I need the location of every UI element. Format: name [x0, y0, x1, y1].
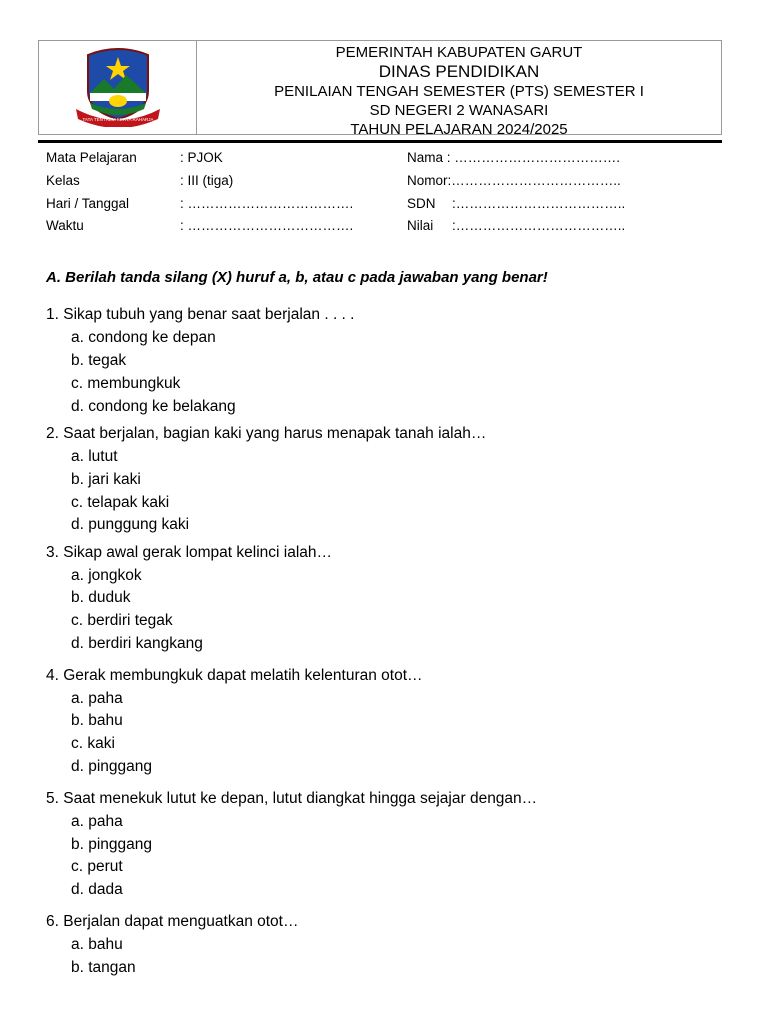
info-label-school: SDN: [407, 196, 436, 211]
question-6-option-a[interactable]: a. bahu: [71, 936, 123, 953]
letterhead-text: [197, 41, 721, 139]
question-4: 4. Gerak membungkuk dapat melatih kelenturan otot…: [46, 667, 423, 684]
question-4-option-b[interactable]: b. bahu: [71, 712, 123, 729]
letterhead: [38, 40, 722, 138]
header-exam-title: PENILAIAN TENGAH SEMESTER (PTS) SEMESTER I: [274, 83, 644, 100]
info-value-class: : III (tiga): [180, 173, 234, 188]
question-1-option-a[interactable]: a. condong ke depan: [71, 329, 216, 346]
question-2-option-c[interactable]: c. telapak kaki: [71, 494, 170, 511]
question-4-option-c[interactable]: c. kaki: [71, 735, 115, 752]
question-1: 1. Sikap tubuh yang benar saat berjalan . . . .: [46, 306, 355, 323]
question-2-option-d[interactable]: d. punggung kaki: [71, 516, 190, 533]
info-value-date[interactable]: : ……………………………….: [180, 196, 354, 211]
question-4-option-a[interactable]: a. paha: [71, 690, 123, 707]
header-government: PEMERINTAH KABUPATEN GARUT: [335, 44, 583, 61]
info-field-number[interactable]: Nomor:………………………………..: [407, 173, 621, 188]
question-6: 6. Berjalan dapat menguatkan otot…: [46, 913, 299, 930]
question-3-option-d[interactable]: d. berdiri kangkang: [71, 635, 203, 652]
section-instruction: A. Berilah tanda silang (X) huruf a, b, atau c pada jawaban yang benar!: [46, 269, 548, 286]
question-2: 2. Saat berjalan, bagian kaki yang harus menapak tanah ialah…: [46, 425, 487, 442]
question-3-option-c[interactable]: c. berdiri tegak: [71, 612, 173, 629]
question-3-option-b[interactable]: b. duduk: [71, 589, 131, 606]
info-label-date: Hari / Tanggal: [46, 196, 130, 211]
question-6-option-b[interactable]: b. tangan: [71, 959, 136, 976]
garut-regency-emblem-icon: [74, 45, 162, 127]
info-value-school[interactable]: :………………………………..: [452, 196, 626, 211]
info-label-time: Waktu: [46, 218, 84, 233]
header-school-name: SD NEGERI 2 WANASARI: [369, 102, 549, 119]
question-2-option-b[interactable]: b. jari kaki: [71, 471, 141, 488]
header-department: DINAS PENDIDIKAN: [378, 62, 540, 81]
info-label-subject: Mata Pelajaran: [46, 150, 137, 165]
info-value-score[interactable]: :………………………………..: [452, 218, 626, 233]
question-2-option-a[interactable]: a. lutut: [71, 448, 118, 465]
question-5-option-d[interactable]: d. dada: [71, 881, 123, 898]
question-3: 3. Sikap awal gerak lompat kelinci ialah…: [46, 544, 333, 561]
logo-cell: [39, 41, 197, 134]
info-label-class: Kelas: [46, 173, 80, 188]
question-5: 5. Saat menekuk lutut ke depan, lutut diangkat hingga sejajar dengan…: [46, 790, 538, 807]
info-value-time[interactable]: : ……………………………….: [180, 218, 354, 233]
question-1-option-c[interactable]: c. membungkuk: [71, 375, 181, 392]
question-5-option-b[interactable]: b. pinggang: [71, 836, 153, 853]
question-1-option-d[interactable]: d. condong ke belakang: [71, 398, 236, 415]
info-label-score: Nilai: [407, 218, 434, 233]
info-field-name[interactable]: Nama : ……………………………….: [407, 150, 621, 165]
logo-ribbon-text: TATA TENTREM KERTA RAHARJA: [82, 117, 154, 122]
info-value-subject: : PJOK: [180, 150, 223, 165]
question-1-option-b[interactable]: b. tegak: [71, 352, 127, 369]
question-5-option-a[interactable]: a. paha: [71, 813, 123, 830]
question-5-option-c[interactable]: c. perut: [71, 858, 123, 875]
question-3-option-a[interactable]: a. jongkok: [71, 567, 142, 584]
header-school-year: TAHUN PELAJARAN 2024/2025: [350, 121, 568, 138]
question-4-option-d[interactable]: d. pinggang: [71, 758, 153, 775]
header-divider: [38, 140, 722, 143]
